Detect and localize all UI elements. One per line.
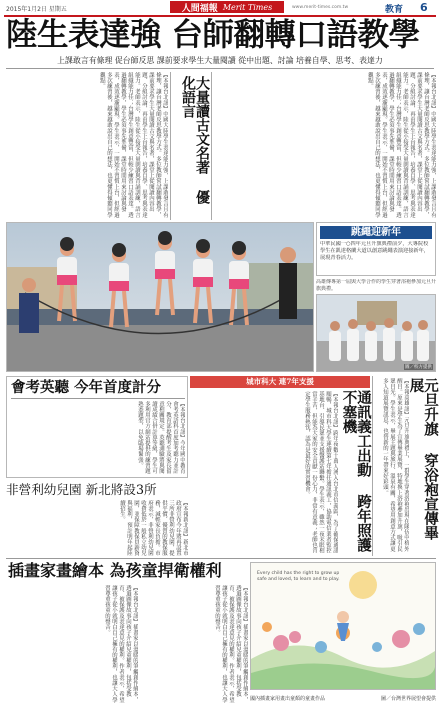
english-rule [11, 398, 185, 399]
flag-story-body: 【本報高雄訊】元旦升旗典禮上，一群學生穿著浴袍出現在隊伍中格外醒目。原來是學生為了宣傳畢業展覽，特地換上浴袍參加升旗，吸引民眾目光。學生表示，畢展主題與旅行、溫泉有關，希望用創意方式讓更多人知道展覽訊息，也替新的一年帶來好彩頭。 [382, 378, 409, 552]
lead-subhead-rule [6, 68, 434, 69]
lead-body-right: 【本報台北訊】中國大陸學生表達能力強，上課敢發言且有條理，讓台灣老師反思教學方式。多位教師嘗試翻轉教學，課前要求學生大量閱讀古文與名著，課堂上從閱讀內容出題、分組討論，再由學生上台報告，培養自學、思考與表達能力。老師表示，陸生從小接受大量朗讀與背誦訓練，語言組織能力佳；台灣學生創意豐富，但較少練習口語表達。透過翻轉教學，學生必須事先準備，課堂時間用來討論與發表，成效逐漸顯現。學生表示，一開始不習慣上台，但經過多次練習後，越來越敢說出自己的想法，也更懂得傾聽同學觀點。 [367, 72, 436, 218]
kindergarten-body: 【本報新北訊】新北市政府宣布今年將再設置三所非營利幼兒園，提供平價、優質的教保服務，減輕家長負擔。市府表示，非營利幼兒園收費低於一般私立幼兒園，並保障教保員薪資與福利，預計明年起陸續招生。 [119, 500, 188, 556]
lead-headline: 陸生表達強 台師翻轉口語教學 [6, 16, 420, 53]
volunteer-headline: 通訊義工出動 跨年照護不塞機 [340, 390, 372, 552]
jump-rope-title: 跳繩迎新年 [320, 226, 432, 239]
website: www.merit-times.com.tw [292, 5, 349, 10]
volunteer-body: 【本報台北訊】跨年夜數十萬人湧入台北市信義區，為了確保通訊順暢，城市科大學生連續第七年擔任通訊義工，協助電信業者監控基地台、引導民眾並支援醫護站聯繫。學生表示，雖然一夜未眠相當辛苦，但能為大家的安全貢獻一份心力，非常有意義；老師也肯定學生服務熱忱，認為是最好的實習機會。 [304, 391, 338, 554]
jump-rope-caption-box [316, 222, 436, 276]
volunteer-banner: 城市科大 連7年支援 [190, 376, 370, 388]
flag-photo-caption: 高雄傳專第一屆與大學合作的學生穿著浴袍參加元旦升旗典禮。 [316, 279, 436, 292]
illustrator-headline: 插畫家畫繪本 為孩童捍衛權利 [8, 561, 222, 580]
english-story-box [6, 376, 188, 478]
illustration-caption: 國內插畫家用畫出童顏的童畫作品 [250, 695, 326, 702]
illustration-caption-row [250, 692, 436, 704]
illustrator-top-rule [6, 558, 436, 559]
illustration-book-text: Every child has the right to grow up safe and loved, to learn and to play. [257, 571, 340, 582]
english-headline: 會考英聽 今年首度計分 [11, 379, 162, 396]
masthead [0, 0, 440, 15]
flag-story-headline: 元旦升旗 穿浴袍宣傳畢展 [407, 378, 439, 540]
flag-photo-credit: 圖／校方提供 [405, 365, 432, 370]
illustration-image [250, 562, 436, 690]
section-label: 教育 [385, 5, 404, 15]
flag-ceremony-scene [317, 295, 435, 371]
flag-ceremony-photo [316, 294, 436, 372]
brand-name: 人間福報 [181, 3, 218, 14]
illustrator-body-left: 【本報台北訊】插畫家以溫暖的筆觸創作繪本，透過圖像故事向孩子介紹兒童權利，包括受教育、被保護及表達意見的權利。作者表示，希望讓孩子從小就明白自己擁有的權利，也讓大人學習尊重孩童的聲音。 [104, 585, 138, 703]
jump-rope-photo [6, 222, 314, 372]
jump-rope-caption: 中華民國一○四年元旦升旗典禮前夕，大專院校學生在凱達格蘭大道以創意跳繩表演迎接新年，展現青春活力。 [320, 241, 429, 261]
volunteer-section [190, 376, 370, 556]
english-body: 【本報台北訊】今年國中教育會考英語科首度加考聽力並計分，教育部提醒考生及家長留意相關規定。英聽測驗將與閱讀成績合併計算等級，學生可多利用官方網站提供的練習題熟悉題型，以免臨場緊張。 [137, 401, 185, 474]
lead-sidebar [170, 72, 212, 220]
brand-logo [170, 1, 284, 13]
jump-rope-scene [7, 223, 313, 371]
page-number: 6 [420, 1, 428, 14]
lead-sidebar-title: 大量讀古文名著 優化語言 [180, 76, 210, 204]
kindergarten-headline: 非營利幼兒園 新北將設3所 [6, 482, 157, 497]
brand-english: Merit Times [222, 2, 273, 12]
lead-body-left: 【本報台北訊】中國大陸學生表達能力強，上課敢發言且有條理，讓台灣老師反思教學方式。多位教師嘗試翻轉教學，課前要求學生大量閱讀古文與名著，課堂上從閱讀內容出題、分組討論，再由學生上台報告，培養自學、思考與表達能力。老師表示，陸生從小接受大量朗讀與背誦訓練，語言組織能力佳；台灣學生創意豐富，但較少練習口語表達。透過翻轉教學，學生必須事先準備，課堂時間用來討論與發表，成效逐漸顯現。學生表示，一開始不習慣上台，但經過多次練習後，越來越敢說出自己的想法，也更懂得傾聽同學觀點。 [99, 72, 168, 218]
flag-story [372, 376, 439, 556]
lead-subhead: 上課敢言有條理 促台師反思 課前要求學生大量閱讀 從中出題、討論 培養自學、思考、表達力 [57, 56, 383, 65]
illustration-credit: 圖／台灣世界展望會提供 [380, 695, 436, 702]
issue-date: 2015年1月2日 星期五 [6, 6, 67, 13]
illustrator-body-right: 【本報台北訊】插畫家以溫暖的筆觸創作繪本，透過圖像故事向孩子介紹兒童權利，包括受教育、被保護及表達意見的權利。作者表示，希望讓孩子從小就明白自己擁有的權利，也讓大人學習尊重孩童的聲音。 [214, 585, 248, 703]
